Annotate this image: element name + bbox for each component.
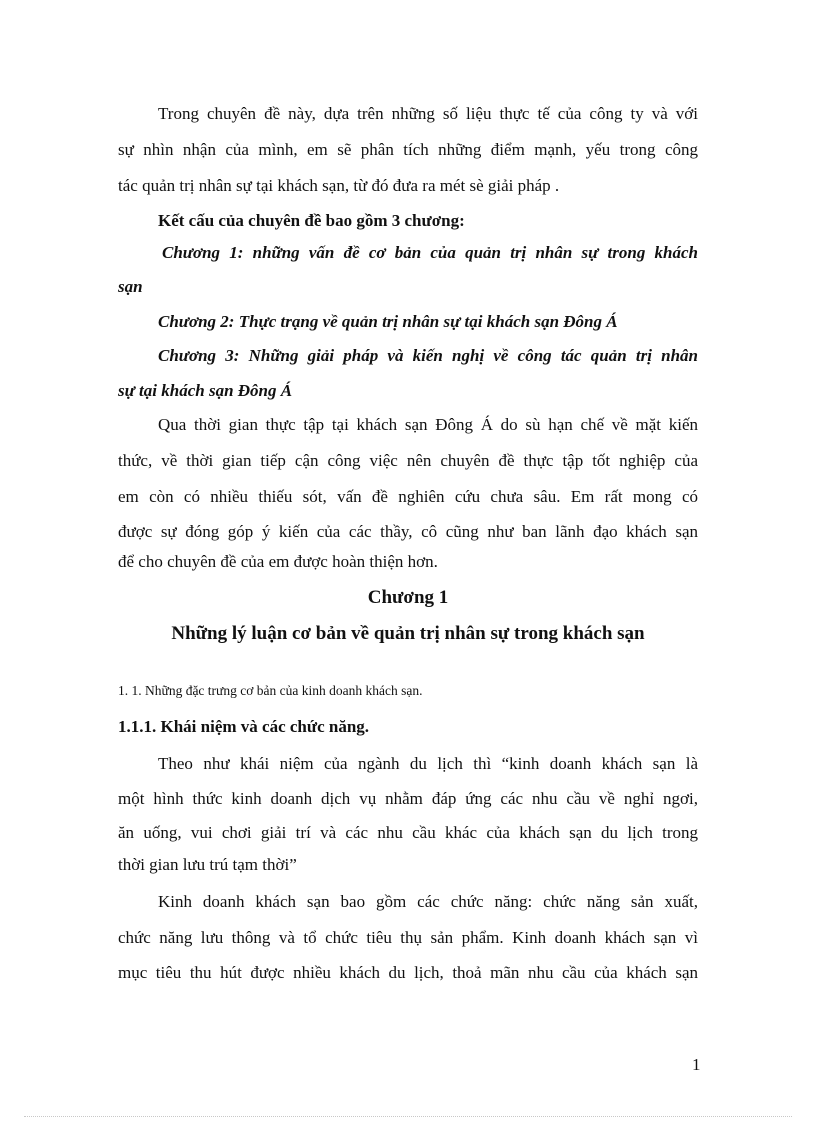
concept-line-2: một hình thức kinh doanh dịch vụ nhằm đáp ứng các nhu cầu về nghỉ ngơi, [118, 789, 698, 808]
chapter-1-outline-line-2: sạn [118, 277, 143, 296]
intro-line-2: sự nhìn nhận của mình, em sẽ phân tích những điểm mạnh, yếu trong công [118, 140, 698, 159]
functions-line-3: mục tiêu thu hút được nhiều khách du lịch, thoả mãn nhu cầu của khách sạn [118, 963, 698, 982]
chapter-2-outline: Chương 2: Thực trạng về quản trị nhân sự tại khách sạn Đông Á [158, 312, 618, 331]
internship-line-3: em còn có nhiều thiếu sót, vấn đề nghiên cứu chưa sâu. Em rất mong có [118, 487, 698, 506]
structure-heading: Kết cấu của chuyên đề bao gồm 3 chương: [158, 211, 465, 230]
chapter-3-outline-line-2: sự tại khách sạn Đông Á [118, 381, 293, 400]
internship-line-1: Qua thời gian thực tập tại khách sạn Đông Á do sù hạn chế về mặt kiến [158, 415, 698, 434]
chapter-3-outline-line-1: Chương 3: Những giải pháp và kiến nghị về công tác quản trị nhân [158, 346, 698, 365]
page-number: 1 [692, 1055, 701, 1074]
intro-line-1: Trong chuyên đề này, dựa trên những số liệu thực tế của công ty và với [158, 104, 698, 123]
section-1-1-1-heading: 1.1.1. Khái niệm và các chức năng. [118, 717, 370, 736]
functions-line-2: chức năng lưu thông và tổ chức tiêu thụ sản phẩm. Kinh doanh khách sạn vì [118, 928, 698, 947]
chapter-title: Những lý luận cơ bản về quản trị nhân sự trong khách sạn [171, 623, 645, 644]
concept-line-4: thời gian lưu trú tạm thời” [118, 855, 297, 874]
internship-line-2: thức, về thời gian tiếp cận công việc nên chuyên đề thực tập tốt nghiệp của [118, 451, 698, 470]
internship-line-4: được sự đóng góp ý kiến của các thầy, cô cũng như ban lãnh đạo khách sạn [118, 522, 698, 541]
concept-line-3: ăn uống, vui chơi giải trí và các nhu cầu khác của khách sạn du lịch trong [118, 823, 698, 842]
section-1-1-heading: 1. 1. Những đặc trưng cơ bản của kinh doanh khách sạn. [118, 683, 423, 698]
chapter-1-outline-line-1: Chương 1: những vấn đề cơ bản của quản trị nhân sự trong khách [162, 243, 698, 262]
intro-line-3: tác quản trị nhân sự tại khách sạn, từ đó đưa ra mét sè giải pháp . [118, 176, 560, 195]
chapter-label: Chương 1 [367, 587, 449, 608]
functions-line-1: Kinh doanh khách sạn bao gồm các chức năng: chức năng sản xuất, [158, 892, 698, 911]
internship-line-5: để cho chuyên đề của em được hoàn thiện hơn. [118, 552, 438, 571]
concept-line-1: Theo như khái niệm của ngành du lịch thì “kinh doanh khách sạn là [158, 754, 698, 773]
footer-divider [24, 1116, 792, 1117]
